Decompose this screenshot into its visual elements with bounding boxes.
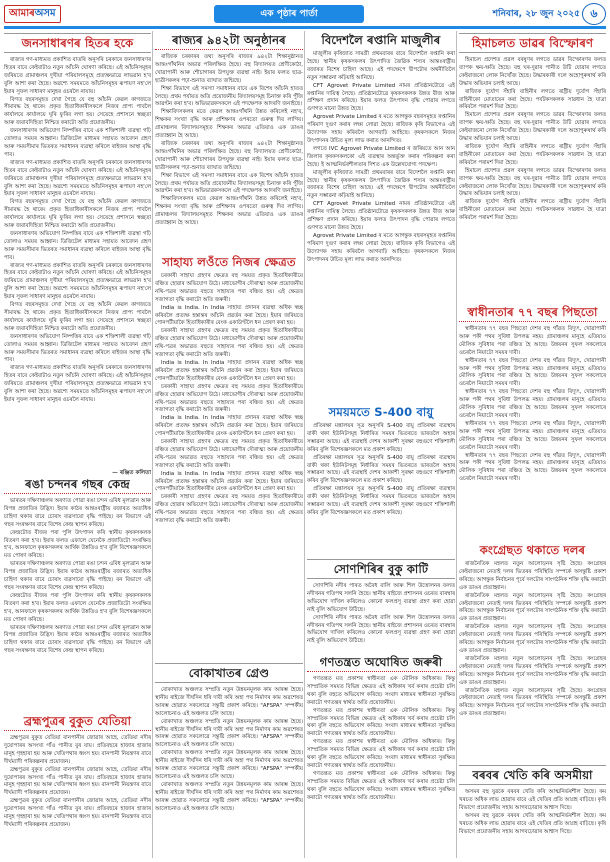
masthead-rule xyxy=(4,26,606,29)
headline[interactable]: স্বাধীনতাৰ ৭৭ বছৰ পিছতো xyxy=(459,305,606,322)
paragraph: অসমৰ বহু যুৱকে বৰবৰ খেতি কৰি আত্মনিৰ্ভৰশীল হৈছে। কম খৰচত অধিক লাভ হোৱাৰ বাবে এই খেতিৰ প্ৰতি আগ্ৰহ বাঢ়িছে। কৃষি বিভাগে প্ৰয়োজনীয় সহায় আগবঢ়োৱাৰ আশ্বাস দিছে। xyxy=(459,789,606,811)
section-label: এক পৃষ্ঠাৰ পাৰ্তা xyxy=(214,5,364,23)
headline[interactable]: সময়মতে S-400 বায়ু xyxy=(328,405,434,419)
byline: — ৰঞ্জিত কলিতা xyxy=(108,469,151,478)
paragraph: চৰকাৰী সাহায্য গ্ৰহণৰ ক্ষেত্ৰত বহু সময়ত প্ৰকৃত হিতাধিকাৰীয়ে বঞ্চিত হোৱাৰ অভিযোগ উঠে। মধ্যভোগীৰ দৌৰাত্ম্য আৰু প্ৰয়োজনীয় নথি-পত্ৰৰ অভাৱত বহুতে সাহায্যৰ পৰা বঞ্চিত হয়। এই ক্ষেত্ৰত সজাগতা বৃদ্ধি কৰাটো অতি জৰুৰী। xyxy=(155,383,303,414)
paragraph: হিমাচল প্ৰদেশত প্ৰৱল বৰষুণৰ লগতে ডাৱৰ বিস্ফোৰণৰ ফলত ব্যাপক ক্ষয়-ক্ষতি হৈছে। বহু ঘৰ-দুৱাৰ পানীত উটি যোৱাৰ লগতে কেইবাজনো লোক নিখোঁজ হৈছে। উদ্ধাৰকাৰী দলে অহোপুৰুষাৰ্থ কৰি উদ্ধাৰ অভিযান চলাই আছে। xyxy=(459,57,606,87)
paragraph: বোকাখাত অঞ্চলত সম্প্ৰতি নতুন উন্নয়নমূলক কাম আৰম্ভ হৈছে। স্থানীয় ৰাইজে দীৰ্ঘদিন ধৰি দাবী কৰি অহা পথ নিৰ্মাণৰ কাম অৱশেষত আৰম্ভ হোৱাত সকলোৱে সন্তুষ্টি প্ৰকাশ কৰিছে। "AFSPA" সম্পৰ্কীয় আলোচনাও এই অঞ্চলত চলি আছে। xyxy=(155,750,303,780)
article-farming xyxy=(459,763,606,858)
paragraph: ৰাজনৈতিক মহলত নতুন আলোড়নৰ সৃষ্টি হৈছে। কংগ্ৰেছৰ কেইবাজনো নেতাই দলৰ ভিতৰৰ পৰিস্থিতি সম্পৰ্কে অসন্তুষ্টি প্ৰকাশ কৰিছে। আগন্তুক নিৰ্বাচনৰ পূৰ্বে দলটোৰ সাংগঠনিক শক্তি বৃদ্ধি কৰাটো এক ডাঙৰ প্ৰত্যাহ্বান। xyxy=(459,687,606,718)
paragraph: সোণশিৰি নদীৰ পাৰত অবৈধ বালি আৰু শিল উত্তোলনৰ ফলত নদীখনৰ গতিপথ সলনি হৈছে। স্থানীয় ৰাইজে প্ৰশাসনৰ ওচৰত বাৰম্বাৰ অভিযোগ দাখিল কৰিলেও কোনো ফলপ্ৰসূ ব্যৱস্থা গ্ৰহণ কৰা হোৱা নাই বুলি অভিযোগ উঠিছে। xyxy=(307,583,455,613)
column-2 xyxy=(155,31,303,858)
paragraph: হিমাচল প্ৰদেশত প্ৰৱল বৰষুণৰ লগতে ডাৱৰ বিস্ফোৰণৰ ফলত ব্যাপক ক্ষয়-ক্ষতি হৈছে। বহু ঘৰ-দুৱাৰ পানীত উটি যোৱাৰ লগতে কেইবাজনো লোক নিখোঁজ হৈছে। উদ্ধাৰকাৰী দলে অহোপুৰুষাৰ্থ কৰি উদ্ধাৰ অভিযান চলাই আছে। xyxy=(459,112,606,143)
headline[interactable]: বোকাখাতৰ গ্ৰেণ্ড xyxy=(155,663,303,683)
paragraph: জনসাধাৰণৰ অভিযোগ নিষ্পত্তিৰ বাবে এক শক্তিশালী ব্যৱস্থা গঢ়ি তোলাও সময়ৰ আহ্বান। ডিজিটেল মাধ্যমৰ সহায়ত আবেদন গ্ৰহণ আৰু সময়সীমাৰ ভিতৰত সমাধানৰ ব্যৱস্থা কৰিলে ৰাইজৰ আস্থা বৃদ্ধি পাব। xyxy=(4,333,151,364)
paragraph: শিক্ষাবিদসকলৰ মতে কেৱল আন্তঃগাঁথনি উন্নত কৰিলেই নহ'ব, শিক্ষকৰ সংখ্যা বৃদ্ধি আৰু প্ৰশিক্ষণৰ ওপৰতো গুৰুত্ব দিব লাগিব। গ্ৰামাঞ্চলৰ বিদ্যালয়সমূহত শিক্ষকৰ অভাৱ এতিয়াও এক ডাঙৰ প্ৰত্যাহ্বান হৈ আছে। xyxy=(155,109,303,140)
paragraph: বোকাখাত অঞ্চলত সম্প্ৰতি নতুন উন্নয়নমূলক কাম আৰম্ভ হৈছে। স্থানীয় ৰাইজে দীৰ্ঘদিন ধৰি দাবী কৰি অহা পথ নিৰ্মাণৰ কাম অৱশেষত আৰম্ভ হোৱাত সকলোৱে সন্তুষ্টি প্ৰকাশ কৰিছে। "AFSPA" সম্পৰ্কীয় আলোচনাও এই অঞ্চলত চলি আছে। xyxy=(155,718,303,749)
logo-part-2: অসম xyxy=(34,8,56,19)
column-1 xyxy=(4,31,151,858)
article-taking-help xyxy=(155,253,303,659)
paragraph: ভাৰতৰ দক্ষিণাঞ্চলৰ অৰণ্যত পোৱা ৰঙা চন্দন এবিধ মূল্যৱান আৰু বিপন্ন প্ৰজাতিৰ উদ্ভিদ। ইয়াৰ কাঠৰ আন্তঃৰাষ্ট্ৰীয় বজাৰত অত্যধিক চাহিদা থকাৰ বাবে চোৰাং ব্যৱসায়ো বৃদ্ধি পাইছে। বন বিভাগে এই গছৰ সংৰক্ষণৰ বাবে বিশেষ কেন্দ্ৰ স্থাপন কৰিছে। xyxy=(4,624,151,655)
article-body xyxy=(155,54,303,228)
article-body xyxy=(4,498,151,656)
page-number: ৬ xyxy=(582,3,606,25)
paragraph: ৰাজ্যিক চৰকাৰৰ তথ্য অনুসৰি ৰাজ্যৰ ৯৪২টা শিক্ষানুষ্ঠানত আন্তঃগাঁথনিৰ অভাৱ পৰিলক্ষিত হৈছে। বহু বিদ্যালয়ত শ্ৰেণীকোঠা, খোৱাপানী আৰু শৌচাগাৰৰ উপযুক্ত ব্যৱস্থা নাই। ইয়াৰ ফলত ছাত্ৰ-ছাত্ৰীসকলৰ পঢ়া-শুনাত ব্যাঘাত জন্মিছে। xyxy=(155,54,303,84)
paragraph: গণতন্ত্ৰত মত প্ৰকাশৰ স্বাধীনতা এক মৌলিক অধিকাৰ। কিন্তু সাম্প্ৰতিক সময়ত বিভিন্ন ক্ষেত্ৰত এই অধিকাৰ খৰ্ব কৰাৰ প্ৰচেষ্টা চলি থকা বুলি বহুতে অভিযোগ কৰিছে। সংবাদ মাধ্যমৰ স্বাধীনতা সুৰক্ষিত কৰাটো গণতন্ত্ৰৰ স্বাৰ্থত অতি প্ৰয়োজনীয়। xyxy=(307,739,455,769)
paragraph: ৰাজ্যিক দুৰ্যোগ সঁহাৰি বাহিনীৰ লগতে ৰাষ্ট্ৰীয় দুৰ্যোগ সঁহাৰি বাহিনীকো মোতায়েন কৰা হৈছে। পৰ্যটকসকলক সাৱধান হৈ যাত্ৰা কৰিবলৈ পৰামৰ্শ দিয়া হৈছে। xyxy=(459,199,606,222)
paragraph: ৰাজনৈতিক মহলত নতুন আলোড়নৰ সৃষ্টি হৈছে। কংগ্ৰেছৰ কেইবাজনো নেতাই দলৰ ভিতৰৰ পৰিস্থিতি সম্পৰ্কে অসন্তুষ্টি প্ৰকাশ কৰিছে। আগন্তুক নিৰ্বাচনৰ পূৰ্বে দলটোৰ সাংগঠনিক শক্তি বৃদ্ধি কৰাটো এক ডাঙৰ প্ৰত্যাহ্বান। xyxy=(459,655,606,686)
paragraph: ব্ৰহ্মপুত্ৰৰ বুকুত যেতিয়া বানপানীৰ জোৱাৰ আহে, তেতিয়া নদীৰ দুয়োপাৰৰ অসংখ্য গাঁও পানীত বুৰ যায়। প্ৰতিবছৰে হাজাৰ হাজাৰ মানুহ গৃহহাৰা হয় আৰু খেতিপথাৰ ধ্বংস হয়। বানপানী নিয়ন্ত্ৰণৰ বাবে দীৰ্ঘম্যাদী পৰিকল্পনাৰ প্ৰয়োজন। xyxy=(4,766,151,797)
paragraph: কেন্দ্ৰটোত বীজৰ পৰা পুলি উৎপাদন কৰি স্থানীয় কৃষকসকলক বিতৰণ কৰা হ'ব। ইয়াৰ ফলত এফালে যেনেকৈ প্ৰজাতিটো সংৰক্ষিত হ'ব, আনফালে কৃষকসকলৰ আৰ্থিক উন্নতিও হ'ব বুলি বিশেষজ্ঞসকলে মত পোষণ কৰিছে। xyxy=(4,529,151,560)
article-body xyxy=(459,57,606,223)
article-majuli-export xyxy=(307,31,455,401)
paragraph: India is India. In India সাহায্য প্ৰদানৰ ব্যৱস্থা অধিক স্বচ্ছ কৰিবলৈ প্ৰত্যক্ষ হস্তান্তৰ আঁচনি প্ৰৱৰ্তন কৰা হৈছে। ইয়াৰ জৰিয়তে পোনপটীয়াকৈ হিতাধিকাৰীৰ বেংক একাউণ্টলৈ ধন প্ৰেৰণ কৰা হয়। xyxy=(155,470,303,493)
article-s400 xyxy=(307,403,455,553)
article-public-interest xyxy=(4,31,151,499)
headline[interactable]: কংগ্ৰেছত থকাতে দলৰ xyxy=(479,543,586,557)
paragraph: ৰাজ্যিক চৰকাৰৰ তথ্য অনুসৰি ৰাজ্যৰ ৯৪২টা শিক্ষানুষ্ঠানত আন্তঃগাঁথনিৰ অভাৱ পৰিলক্ষিত হৈছে। বহু বিদ্যালয়ত শ্ৰেণীকোঠা, খোৱাপানী আৰু শৌচাগাৰৰ উপযুক্ত ব্যৱস্থা নাই। ইয়াৰ ফলত ছাত্ৰ-ছাত্ৰীসকলৰ পঢ়া-শুনাত ব্যাঘাত জন্মিছে। xyxy=(155,140,303,171)
paragraph: CFT Agrovet Private Limited নামৰ প্ৰতিষ্ঠানটোৱে এই ৰপ্তানিৰ দায়িত্ব লৈছে। প্ৰতিষ্ঠানটোৱে কৃষকসকলক উন্নত বীজ আৰু প্ৰশিক্ষণ প্ৰদান কৰিছে। ইয়াৰ ফলত উৎপাদন বৃদ্ধি পোৱাৰ লগতে গুণগত মানো উন্নত হৈছে। xyxy=(307,201,455,231)
paragraph: India is India. In India সাহায্য প্ৰদানৰ ব্যৱস্থা অধিক স্বচ্ছ কৰিবলৈ প্ৰত্যক্ষ হস্তান্তৰ আঁচনি প্ৰৱৰ্তন কৰা হৈছে। ইয়াৰ জৰিয়তে পোনপটীয়াকৈ হিতাধিকাৰীৰ বেংক একাউণ্টলৈ ধন প্ৰেৰণ কৰা হয়। xyxy=(155,359,303,382)
paragraph: ভাৰতৰ দক্ষিণাঞ্চলৰ অৰণ্যত পোৱা ৰঙা চন্দন এবিধ মূল্যৱান আৰু বিপন্ন প্ৰজাতিৰ উদ্ভিদ। ইয়াৰ কাঠৰ আন্তঃৰাষ্ট্ৰীয় বজাৰত অত্যধিক চাহিদা থকাৰ বাবে চোৰাং ব্যৱসায়ো বৃদ্ধি পাইছে। বন বিভাগে এই গছৰ সংৰক্ষণৰ বাবে বিশেষ কেন্দ্ৰ স্থাপন কৰিছে। xyxy=(4,561,151,591)
article-red-sandalwood xyxy=(4,475,151,711)
paragraph: সোণশিৰি নদীৰ পাৰত অবৈধ বালি আৰু শিল উত্তোলনৰ ফলত নদীখনৰ গতিপথ সলনি হৈছে। স্থানীয় ৰাইজে প্ৰশাসনৰ ওচৰত বাৰম্বাৰ অভিযোগ দাখিল কৰিলেও কোনো ফলপ্ৰসূ ব্যৱস্থা গ্ৰহণ কৰা হোৱা নাই বুলি অভিযোগ উঠিছে। xyxy=(307,614,455,645)
paragraph: ৰাজ্যিক দুৰ্যোগ সঁহাৰি বাহিনীৰ লগতে ৰাষ্ট্ৰীয় দুৰ্যোগ সঁহাৰি বাহিনীকো মোতায়েন কৰা হৈছে। পৰ্যটকসকলক সাৱধান হৈ যাত্ৰা কৰিবলৈ পৰামৰ্শ দিয়া হৈছে। xyxy=(459,88,606,111)
paragraph: India is India. In India সাহায্য প্ৰদানৰ ব্যৱস্থা অধিক স্বচ্ছ কৰিবলৈ প্ৰত্যক্ষ হস্তান্তৰ আঁচনি প্ৰৱৰ্তন কৰা হৈছে। ইয়াৰ জৰিয়তে পোনপটীয়াকৈ হিতাধিকাৰীৰ বেংক একাউণ্টলৈ ধন প্ৰেৰণ কৰা হয়। xyxy=(155,304,303,327)
article-independence-77-years xyxy=(459,303,606,539)
paragraph: Agrovet Private Limited ৰ মতে আগন্তুক বছৰসমূহত ৰপ্তানিৰ পৰিমাণ দুগুণ কৰাৰ লক্ষ্য লোৱা হৈছে। ৰাজ্যিক কৃষি বিভাগেও এই উদ্যোগক সহায় কৰিবলৈ আগবাঢ়ি আহিছে। কৃষকসকলে নিজৰ উৎপাদনৰ উচিত মূল্য লাভ কৰাত আনন্দিত। xyxy=(307,114,455,144)
paragraph: CFT Agrovet Private Limited নামৰ প্ৰতিষ্ঠানটোৱে এই ৰপ্তানিৰ দায়িত্ব লৈছে। প্ৰতিষ্ঠানটোৱে কৃষকসকলক উন্নত বীজ আৰু প্ৰশিক্ষণ প্ৰদান কৰিছে। ইয়াৰ ফলত উৎপাদন বৃদ্ধি পোৱাৰ লগতে গুণগত মানো উন্নত হৈছে। xyxy=(307,82,455,113)
paragraph: ৰাজ্যিক দুৰ্যোগ সঁহাৰি বাহিনীৰ লগতে ৰাষ্ট্ৰীয় দুৰ্যোগ সঁহাৰি বাহিনীকো মোতায়েন কৰা হৈছে। পৰ্যটকসকলক সাৱধান হৈ যাত্ৰা কৰিবলৈ পৰামৰ্শ দিয়া হৈছে। xyxy=(459,143,606,166)
article-bokakhat xyxy=(155,661,303,858)
article-congress xyxy=(459,541,606,761)
paragraph: বিগত বছৰসমূহত দেখা গৈছে যে বহু আঁচনি কেৱল কাগজতে সীমাবদ্ধ হৈ থাকে। প্ৰকৃত হিতাধিকাৰীসকলে নিজৰ প্ৰাপ্য পাবলৈ কাৰ্যালয়ে কাৰ্যালয়ে ঘূৰি ফুৰিব লগা হয়। সেয়েহে প্ৰশাসনে স্বচ্ছতা আৰু জবাবদিহিতা নিশ্চিত কৰাটো অতি প্ৰয়োজনীয়। xyxy=(4,199,151,230)
article-brahmaputra xyxy=(4,712,151,858)
paragraph: ব্ৰহ্মপুত্ৰৰ বুকুত যেতিয়া বানপানীৰ জোৱাৰ আহে, তেতিয়া নদীৰ দুয়োপাৰৰ অসংখ্য গাঁও পানীত বুৰ যায়। প্ৰতিবছৰে হাজাৰ হাজাৰ মানুহ গৃহহাৰা হয় আৰু খেতিপথাৰ ধ্বংস হয়। বানপানী নিয়ন্ত্ৰণৰ বাবে দীৰ্ঘম্যাদী পৰিকল্পনাৰ প্ৰয়োজন। xyxy=(4,798,151,828)
paragraph: শিক্ষা বিভাগে এই সমস্যা সমাধানৰ বাবে এক বিশেষ আঁচনি হাতত লৈছে। প্ৰথম পৰ্যায়ত অতি প্ৰয়োজনীয় বিদ্যালয়সমূহ চিনাক্ত কৰি পুঁজি আৱণ্টন কৰা হ'ব। অভিভাৱকসকলে এই পদক্ষেপক আদৰণি জনাইছে। xyxy=(155,172,303,195)
article-body xyxy=(307,676,455,803)
paragraph: প্ৰতিৰক্ষা মন্ত্ৰালয়ৰ সূত্ৰ অনুসৰি S-400 বায়ু প্ৰতিৰক্ষা ব্যৱস্থাৰ বাকী থকা ইউনিটসমূহ নিৰ্ধাৰিত সময়ৰ ভিতৰতে ভাৰতলৈ অহাৰ সম্ভাৱনা আছে। এই ব্যৱস্থাই দেশৰ আকাশী সুৰক্ষা বহুগুণে শক্তিশালী কৰিব বুলি বিশেষজ্ঞসকলে মত প্ৰকাশ কৰিছে। xyxy=(307,423,455,453)
paragraph: ৰাজনৈতিক মহলত নতুন আলোড়নৰ সৃষ্টি হৈছে। কংগ্ৰেছৰ কেইবাজনো নেতাই দলৰ ভিতৰৰ পৰিস্থিতি সম্পৰ্কে অসন্তুষ্টি প্ৰকাশ কৰিছে। আগন্তুক নিৰ্বাচনৰ পূৰ্বে দলটোৰ সাংগঠনিক শক্তি বৃদ্ধি কৰাটো এক ডাঙৰ প্ৰত্যাহ্বান। xyxy=(459,592,606,623)
paragraph: বিগত বছৰসমূহত দেখা গৈছে যে বহু আঁচনি কেৱল কাগজতে সীমাবদ্ধ হৈ থাকে। প্ৰকৃত হিতাধিকাৰীসকলে নিজৰ প্ৰাপ্য পাবলৈ কাৰ্যালয়ে কাৰ্যালয়ে ঘূৰি ফুৰিব লগা হয়। সেয়েহে প্ৰশাসনে স্বচ্ছতা আৰু জবাবদিহিতা নিশ্চিত কৰাটো অতি প্ৰয়োজনীয়। xyxy=(4,302,151,332)
paragraph: ৰাজ্যৰ গণ-মাধ্যমত প্ৰকাশিত বাতৰি অনুসৰি চৰকাৰে জনসাধাৰণৰ হিতৰ বাবে কেইবাটাও নতুন আঁচনি ঘোষণা কৰিছে। এই আঁচনিসমূহৰ জৰিয়তে গ্ৰামাঞ্চলৰ দুখীয়া পৰিয়ালসমূহে প্ৰত্যক্ষভাৱে লাভৱান হ'ব বুলি আশা কৰা হৈছে। অৱশ্যে সময়মতে আঁচনিসমূহৰ ৰূপায়ণ নহ'লে ইয়াৰ সুফল সাধাৰণ মানুহৰ ওচৰলৈ নাযায়। xyxy=(4,262,151,301)
paragraph: অসমৰ বহু যুৱকে বৰবৰ খেতি কৰি আত্মনিৰ্ভৰশীল হৈছে। কম খৰচত অধিক লাভ হোৱাৰ বাবে এই খেতিৰ প্ৰতি আগ্ৰহ বাঢ়িছে। কৃষি বিভাগে প্ৰয়োজনীয় সহায় আগবঢ়োৱাৰ আশ্বাস দিছে। xyxy=(459,812,606,835)
paragraph: বোকাখাত অঞ্চলত সম্প্ৰতি নতুন উন্নয়নমূলক কাম আৰম্ভ হৈছে। স্থানীয় ৰাইজে দীৰ্ঘদিন ধৰি দাবী কৰি অহা পথ নিৰ্মাণৰ কাম অৱশেষত আৰম্ভ হোৱাত সকলোৱে সন্তুষ্টি প্ৰকাশ কৰিছে। "AFSPA" সম্পৰ্কীয় আলোচনাও এই অঞ্চলত চলি আছে। xyxy=(155,781,303,812)
headline[interactable]: জনসাধাৰণৰ হিতৰ হকে xyxy=(4,33,151,53)
headline[interactable]: ব্ৰহ্মপুত্ৰৰ বুকুত যেতিয়া xyxy=(4,714,151,731)
headline[interactable]: সাহায্য লওঁতে নিজৰ ক্ষেত্ৰত xyxy=(162,255,296,269)
paragraph: প্ৰতিৰক্ষা মন্ত্ৰালয়ৰ সূত্ৰ অনুসৰি S-400 বায়ু প্ৰতিৰক্ষা ব্যৱস্থাৰ বাকী থকা ইউনিটসমূহ নিৰ্ধাৰিত সময়ৰ ভিতৰতে ভাৰতলৈ অহাৰ সম্ভাৱনা আছে। এই ব্যৱস্থাই দেশৰ আকাশী সুৰক্ষা বহুগুণে শক্তিশালী কৰিব বুলি বিশেষজ্ঞসকলে মত প্ৰকাশ কৰিছে। xyxy=(307,454,455,485)
paragraph: মাজুলীৰ কৃষিজাত সামগ্ৰী প্ৰথমবাৰৰ বাবে বিদেশলৈ ৰপ্তানি কৰা হৈছে। স্থানীয় কৃষকসকলৰ উৎপাদিত জৈৱিক শস্যৰ আন্তঃৰাষ্ট্ৰীয় বজাৰত বিশেষ চাহিদা আছে। এই পদক্ষেপে দ্বীপটোৰ অৰ্থনীতিলৈ নতুন সম্ভাৱনা কঢ়িয়াই আনিছে। xyxy=(307,51,455,81)
column-divider xyxy=(456,31,457,858)
column-4 xyxy=(459,31,606,858)
article-subansiri xyxy=(307,557,455,649)
paragraph: বোকাখাত অঞ্চলত সম্প্ৰতি নতুন উন্নয়নমূলক কাম আৰম্ভ হৈছে। স্থানীয় ৰাইজে দীৰ্ঘদিন ধৰি দাবী কৰি অহা পথ নিৰ্মাণৰ কাম অৱশেষত আৰম্ভ হোৱাত সকলোৱে সন্তুষ্টি প্ৰকাশ কৰিছে। "AFSPA" সম্পৰ্কীয় আলোচনাও এই অঞ্চলত চলি আছে। xyxy=(155,687,303,717)
headline[interactable]: সোণশিৰিৰ বুকু কাটি xyxy=(307,559,455,579)
paragraph: কেন্দ্ৰটোত বীজৰ পৰা পুলি উৎপাদন কৰি স্থানীয় কৃষকসকলক বিতৰণ কৰা হ'ব। ইয়াৰ ফলত এফালে যেনেকৈ প্ৰজাতিটো সংৰক্ষিত হ'ব, আনফালে কৃষকসকলৰ আৰ্থিক উন্নতিও হ'ব বুলি বিশেষজ্ঞসকলে মত পোষণ কৰিছে। xyxy=(4,592,151,623)
article-undeclared-emergency xyxy=(307,653,455,858)
paragraph: India is India. In India সাহায্য প্ৰদানৰ ব্যৱস্থা অধিক স্বচ্ছ কৰিবলৈ প্ৰত্যক্ষ হস্তান্তৰ আঁচনি প্ৰৱৰ্তন কৰা হৈছে। ইয়াৰ জৰিয়তে পোনপটীয়াকৈ হিতাধিকাৰীৰ বেংক একাউণ্টলৈ ধন প্ৰেৰণ কৰা হয়। xyxy=(155,415,303,438)
headline[interactable]: হিমাচলত ডাৱৰ বিস্ফোৰণ xyxy=(459,33,606,53)
paragraph: স্বাধীনতাৰ ৭৭ বছৰ পিছতো দেশৰ বহু গাঁৱত বিদ্যুৎ, খোৱাপানী আৰু পকী পথৰ সুবিধা উপলব্ধ নহয়। গ্ৰামাঞ্চলৰ মানুহে এতিয়াও মৌলিক সুবিধাৰ পৰা বঞ্চিত হৈ আছে। উন্নয়নৰ সুফল সকলোৰে ওচৰলৈ নিয়াটো সময়ৰ দাবী। xyxy=(459,420,606,451)
article-942-institutions xyxy=(155,31,303,247)
paragraph: ৰাজ্যৰ গণ-মাধ্যমত প্ৰকাশিত বাতৰি অনুসৰি চৰকাৰে জনসাধাৰণৰ হিতৰ বাবে কেইবাটাও নতুন আঁচনি ঘোষণা কৰিছে। এই আঁচনিসমূহৰ জৰিয়তে গ্ৰামাঞ্চলৰ দুখীয়া পৰিয়ালসমূহে প্ৰত্যক্ষভাৱে লাভৱান হ'ব বুলি আশা কৰা হৈছে। অৱশ্যে সময়মতে আঁচনিসমূহৰ ৰূপায়ণ নহ'লে ইয়াৰ সুফল সাধাৰণ মানুহৰ ওচৰলৈ নাযায়। xyxy=(4,57,151,95)
masthead xyxy=(4,2,606,26)
paragraph: স্বাধীনতাৰ ৭৭ বছৰ পিছতো দেশৰ বহু গাঁৱত বিদ্যুৎ, খোৱাপানী আৰু পকী পথৰ সুবিধা উপলব্ধ নহয়। গ্ৰামাঞ্চলৰ মানুহে এতিয়াও মৌলিক সুবিধাৰ পৰা বঞ্চিত হৈ আছে। উন্নয়নৰ সুফল সকলোৰে ওচৰলৈ নিয়াটো সময়ৰ দাবী। xyxy=(459,452,606,483)
paragraph: স্বাধীনতাৰ ৭৭ বছৰ পিছতো দেশৰ বহু গাঁৱত বিদ্যুৎ, খোৱাপানী আৰু পকী পথৰ সুবিধা উপলব্ধ নহয়। গ্ৰামাঞ্চলৰ মানুহে এতিয়াও মৌলিক সুবিধাৰ পৰা বঞ্চিত হৈ আছে। উন্নয়নৰ সুফল সকলোৰে ওচৰলৈ নিয়াটো সময়ৰ দাবী। xyxy=(459,326,606,356)
article-body xyxy=(307,423,455,518)
paragraph: ৰাজনৈতিক মহলত নতুন আলোড়নৰ সৃষ্টি হৈছে। কংগ্ৰেছৰ কেইবাজনো নেতাই দলৰ ভিতৰৰ পৰিস্থিতি সম্পৰ্কে অসন্তুষ্টি প্ৰকাশ কৰিছে। আগন্তুক নিৰ্বাচনৰ পূৰ্বে দলটোৰ সাংগঠনিক শক্তি বৃদ্ধি কৰাটো এক ডাঙৰ প্ৰত্যাহ্বান। xyxy=(459,561,606,591)
paragraph: চৰকাৰী সাহায্য গ্ৰহণৰ ক্ষেত্ৰত বহু সময়ত প্ৰকৃত হিতাধিকাৰীয়ে বঞ্চিত হোৱাৰ অভিযোগ উঠে। মধ্যভোগীৰ দৌৰাত্ম্য আৰু প্ৰয়োজনীয় নথি-পত্ৰৰ অভাৱত বহুতে সাহায্যৰ পৰা বঞ্চিত হয়। এই ক্ষেত্ৰত সজাগতা বৃদ্ধি কৰাটো অতি জৰুৰী। xyxy=(155,328,303,359)
newspaper-logo[interactable] xyxy=(4,5,61,23)
paragraph: স্বাধীনতাৰ ৭৭ বছৰ পিছতো দেশৰ বহু গাঁৱত বিদ্যুৎ, খোৱাপানী আৰু পকী পথৰ সুবিধা উপলব্ধ নহয়। গ্ৰামাঞ্চলৰ মানুহে এতিয়াও মৌলিক সুবিধাৰ পৰা বঞ্চিত হৈ আছে। উন্নয়নৰ সুফল সকলোৰে ওচৰলৈ নিয়াটো সময়ৰ দাবী। xyxy=(459,357,606,388)
paragraph: প্ৰতিৰক্ষা মন্ত্ৰালয়ৰ সূত্ৰ অনুসৰি S-400 বায়ু প্ৰতিৰক্ষা ব্যৱস্থাৰ বাকী থকা ইউনিটসমূহ নিৰ্ধাৰিত সময়ৰ ভিতৰতে ভাৰতলৈ অহাৰ সম্ভাৱনা আছে। এই ব্যৱস্থাই দেশৰ আকাশী সুৰক্ষা বহুগুণে শক্তিশালী কৰিব বুলি বিশেষজ্ঞসকলে মত প্ৰকাশ কৰিছে। xyxy=(307,486,455,516)
article-body xyxy=(459,561,606,719)
dateline: শনিবাৰ, ২৮ জুন ২০২৫ xyxy=(492,9,580,19)
paragraph: শিক্ষা বিভাগে এই সমস্যা সমাধানৰ বাবে এক বিশেষ আঁচনি হাতত লৈছে। প্ৰথম পৰ্যায়ত অতি প্ৰয়োজনীয় বিদ্যালয়সমূহ চিনাক্ত কৰি পুঁজি আৱণ্টন কৰা হ'ব। অভিভাৱকসকলে এই পদক্ষেপক আদৰণি জনাইছে। xyxy=(155,85,303,108)
paragraph: ব্ৰহ্মপুত্ৰৰ বুকুত যেতিয়া বানপানীৰ জোৱাৰ আহে, তেতিয়া নদীৰ দুয়োপাৰৰ অসংখ্য গাঁও পানীত বুৰ যায়। প্ৰতিবছৰে হাজাৰ হাজাৰ মানুহ গৃহহাৰা হয় আৰু খেতিপথাৰ ধ্বংস হয়। বানপানী নিয়ন্ত্ৰণৰ বাবে দীৰ্ঘম্যাদী পৰিকল্পনাৰ প্ৰয়োজন। xyxy=(4,735,151,765)
paragraph: মাজুলীৰ কৃষিজাত সামগ্ৰী প্ৰথমবাৰৰ বাবে বিদেশলৈ ৰপ্তানি কৰা হৈছে। স্থানীয় কৃষকসকলৰ উৎপাদিত জৈৱিক শস্যৰ আন্তঃৰাষ্ট্ৰীয় বজাৰত বিশেষ চাহিদা আছে। এই পদক্ষেপে দ্বীপটোৰ অৰ্থনীতিলৈ নতুন সম্ভাৱনা কঢ়িয়াই আনিছে। xyxy=(307,169,455,200)
paragraph: চৰকাৰী সাহায্য গ্ৰহণৰ ক্ষেত্ৰত বহু সময়ত প্ৰকৃত হিতাধিকাৰীয়ে বঞ্চিত হোৱাৰ অভিযোগ উঠে। মধ্যভোগীৰ দৌৰাত্ম্য আৰু প্ৰয়োজনীয় নথি-পত্ৰৰ অভাৱত বহুতে সাহায্যৰ পৰা বঞ্চিত হয়। এই ক্ষেত্ৰত সজাগতা বৃদ্ধি কৰাটো অতি জৰুৰী। xyxy=(155,439,303,469)
paragraph: Agrovet Private Limited ৰ মতে আগন্তুক বছৰসমূহত ৰপ্তানিৰ পৰিমাণ দুগুণ কৰাৰ লক্ষ্য লোৱা হৈছে। ৰাজ্যিক কৃষি বিভাগেও এই উদ্যোগক সহায় কৰিবলৈ আগবাঢ়ি আহিছে। কৃষকসকলে নিজৰ উৎপাদনৰ উচিত মূল্য লাভ কৰাত আনন্দিত। xyxy=(307,232,455,263)
paragraph: ৰাজ্যৰ গণ-মাধ্যমত প্ৰকাশিত বাতৰি অনুসৰি চৰকাৰে জনসাধাৰণৰ হিতৰ বাবে কেইবাটাও নতুন আঁচনি ঘোষণা কৰিছে। এই আঁচনিসমূহৰ জৰিয়তে গ্ৰামাঞ্চলৰ দুখীয়া পৰিয়ালসমূহে প্ৰত্যক্ষভাৱে লাভৱান হ'ব বুলি আশা কৰা হৈছে। অৱশ্যে সময়মতে আঁচনিসমূহৰ ৰূপায়ণ নহ'লে ইয়াৰ সুফল সাধাৰণ মানুহৰ ওচৰলৈ নাযায়। xyxy=(4,159,151,198)
article-body xyxy=(155,273,303,526)
article-body xyxy=(4,57,151,405)
logo-part-1: আমাৰ xyxy=(9,8,35,19)
paragraph: গণতন্ত্ৰত মত প্ৰকাশৰ স্বাধীনতা এক মৌলিক অধিকাৰ। কিন্তু সাম্প্ৰতিক সময়ত বিভিন্ন ক্ষেত্ৰত এই অধিকাৰ খৰ্ব কৰাৰ প্ৰচেষ্টা চলি থকা বুলি বহুতে অভিযোগ কৰিছে। সংবাদ মাধ্যমৰ স্বাধীনতা সুৰক্ষিত কৰাটো গণতন্ত্ৰৰ স্বাৰ্থত অতি প্ৰয়োজনীয়। xyxy=(307,770,455,801)
article-body xyxy=(307,51,455,264)
headline[interactable]: গণতন্ত্ৰত অঘোষিত জৰুৰী xyxy=(307,655,455,672)
article-body xyxy=(459,789,606,836)
article-himachal-cloudburst xyxy=(459,31,606,301)
paragraph: ৰাজনৈতিক মহলত নতুন আলোড়নৰ সৃষ্টি হৈছে। কংগ্ৰেছৰ কেইবাজনো নেতাই দলৰ ভিতৰৰ পৰিস্থিতি সম্পৰ্কে অসন্তুষ্টি প্ৰকাশ কৰিছে। আগন্তুক নিৰ্বাচনৰ পূৰ্বে দলটোৰ সাংগঠনিক শক্তি বৃদ্ধি কৰাটো এক ডাঙৰ প্ৰত্যাহ্বান। xyxy=(459,624,606,654)
paragraph: জনসাধাৰণৰ অভিযোগ নিষ্পত্তিৰ বাবে এক শক্তিশালী ব্যৱস্থা গঢ়ি তোলাও সময়ৰ আহ্বান। ডিজিটেল মাধ্যমৰ সহায়ত আবেদন গ্ৰহণ আৰু সময়সীমাৰ ভিতৰত সমাধানৰ ব্যৱস্থা কৰিলে ৰাইজৰ আস্থা বৃদ্ধি পাব। xyxy=(4,128,151,158)
headline[interactable]: বৰবৰ খেতি কৰি অসমীয়া xyxy=(459,765,606,785)
article-body xyxy=(4,735,151,830)
paragraph: লগতে IVC Agrovet Private Limited ৰ জৰিয়তে আন আন জিলাৰ কৃষকসকলকো এই ব্যৱস্থাৰ অন্তৰ্ভুক্ত কৰাৰ পৰিকল্পনা কৰা হৈছে। ই আত্মনিৰ্ভৰশীলতাৰ দিশত এক উল্লেখযোগ্য পদক্ষেপ। xyxy=(307,145,455,168)
paragraph: শিক্ষাবিদসকলৰ মতে কেৱল আন্তঃগাঁথনি উন্নত কৰিলেই নহ'ব, শিক্ষকৰ সংখ্যা বৃদ্ধি আৰু প্ৰশিক্ষণৰ ওপৰতো গুৰুত্ব দিব লাগিব। গ্ৰামাঞ্চলৰ বিদ্যালয়সমূহত শিক্ষকৰ অভাৱ এতিয়াও এক ডাঙৰ প্ৰত্যাহ্বান হৈ আছে। xyxy=(155,196,303,227)
article-body xyxy=(459,326,606,484)
headline[interactable]: ৰঙা চন্দনৰ গছৰ কেন্দ্ৰ xyxy=(4,477,151,494)
paragraph: স্বাধীনতাৰ ৭৭ বছৰ পিছতো দেশৰ বহু গাঁৱত বিদ্যুৎ, খোৱাপানী আৰু পকী পথৰ সুবিধা উপলব্ধ নহয়। গ্ৰামাঞ্চলৰ মানুহে এতিয়াও মৌলিক সুবিধাৰ পৰা বঞ্চিত হৈ আছে। উন্নয়নৰ সুফল সকলোৰে ওচৰলৈ নিয়াটো সময়ৰ দাবী। xyxy=(459,389,606,419)
paragraph: জনসাধাৰণৰ অভিযোগ নিষ্পত্তিৰ বাবে এক শক্তিশালী ব্যৱস্থা গঢ়ি তোলাও সময়ৰ আহ্বান। ডিজিটেল মাধ্যমৰ সহায়ত আবেদন গ্ৰহণ আৰু সময়সীমাৰ ভিতৰত সমাধানৰ ব্যৱস্থা কৰিলে ৰাইজৰ আস্থা বৃদ্ধি পাব। xyxy=(4,230,151,261)
article-body xyxy=(307,583,455,646)
article-body xyxy=(155,687,303,814)
column-3 xyxy=(307,31,455,858)
paragraph: গণতন্ত্ৰত মত প্ৰকাশৰ স্বাধীনতা এক মৌলিক অধিকাৰ। কিন্তু সাম্প্ৰতিক সময়ত বিভিন্ন ক্ষেত্ৰত এই অধিকাৰ খৰ্ব কৰাৰ প্ৰচেষ্টা চলি থকা বুলি বহুতে অভিযোগ কৰিছে। সংবাদ মাধ্যমৰ স্বাধীনতা সুৰক্ষিত কৰাটো গণতন্ত্ৰৰ স্বাৰ্থত অতি প্ৰয়োজনীয়। xyxy=(307,707,455,738)
paragraph: ভাৰতৰ দক্ষিণাঞ্চলৰ অৰণ্যত পোৱা ৰঙা চন্দন এবিধ মূল্যৱান আৰু বিপন্ন প্ৰজাতিৰ উদ্ভিদ। ইয়াৰ কাঠৰ আন্তঃৰাষ্ট্ৰীয় বজাৰত অত্যধিক চাহিদা থকাৰ বাবে চোৰাং ব্যৱসায়ো বৃদ্ধি পাইছে। বন বিভাগে এই গছৰ সংৰক্ষণৰ বাবে বিশেষ কেন্দ্ৰ স্থাপন কৰিছে। xyxy=(4,498,151,528)
column-divider xyxy=(152,31,153,858)
paragraph: ৰাজ্যৰ গণ-মাধ্যমত প্ৰকাশিত বাতৰি অনুসৰি চৰকাৰে জনসাধাৰণৰ হিতৰ বাবে কেইবাটাও নতুন আঁচনি ঘোষণা কৰিছে। এই আঁচনিসমূহৰ জৰিয়তে গ্ৰামাঞ্চলৰ দুখীয়া পৰিয়ালসমূহে প্ৰত্যক্ষভাৱে লাভৱান হ'ব বুলি আশা কৰা হৈছে। অৱশ্যে সময়মতে আঁচনিসমূহৰ ৰূপায়ণ নহ'লে ইয়াৰ সুফল সাধাৰণ মানুহৰ ওচৰলৈ নাযায়। xyxy=(4,365,151,403)
paragraph: চৰকাৰী সাহায্য গ্ৰহণৰ ক্ষেত্ৰত বহু সময়ত প্ৰকৃত হিতাধিকাৰীয়ে বঞ্চিত হোৱাৰ অভিযোগ উঠে। মধ্যভোগীৰ দৌৰাত্ম্য আৰু প্ৰয়োজনীয় নথি-পত্ৰৰ অভাৱত বহুতে সাহায্যৰ পৰা বঞ্চিত হয়। এই ক্ষেত্ৰত সজাগতা বৃদ্ধি কৰাটো অতি জৰুৰী। xyxy=(155,494,303,525)
headline[interactable]: বিদেশলৈ ৰপ্তানি মাজুলীৰ xyxy=(321,33,441,47)
paragraph: হিমাচল প্ৰদেশত প্ৰৱল বৰষুণৰ লগতে ডাৱৰ বিস্ফোৰণৰ ফলত ব্যাপক ক্ষয়-ক্ষতি হৈছে। বহু ঘৰ-দুৱাৰ পানীত উটি যোৱাৰ লগতে কেইবাজনো লোক নিখোঁজ হৈছে। উদ্ধাৰকাৰী দলে অহোপুৰুষাৰ্থ কৰি উদ্ধাৰ অভিযান চলাই আছে। xyxy=(459,167,606,198)
paragraph: বিগত বছৰসমূহত দেখা গৈছে যে বহু আঁচনি কেৱল কাগজতে সীমাবদ্ধ হৈ থাকে। প্ৰকৃত হিতাধিকাৰীসকলে নিজৰ প্ৰাপ্য পাবলৈ কাৰ্যালয়ে কাৰ্যালয়ে ঘূৰি ফুৰিব লগা হয়। সেয়েহে প্ৰশাসনে স্বচ্ছতা আৰু জবাবদিহিতা নিশ্চিত কৰাটো অতি প্ৰয়োজনীয়। xyxy=(4,96,151,127)
paragraph: চৰকাৰী সাহায্য গ্ৰহণৰ ক্ষেত্ৰত বহু সময়ত প্ৰকৃত হিতাধিকাৰীয়ে বঞ্চিত হোৱাৰ অভিযোগ উঠে। মধ্যভোগীৰ দৌৰাত্ম্য আৰু প্ৰয়োজনীয় নথি-পত্ৰৰ অভাৱত বহুতে সাহায্যৰ পৰা বঞ্চিত হয়। এই ক্ষেত্ৰত সজাগতা বৃদ্ধি কৰাটো অতি জৰুৰী। xyxy=(155,273,303,303)
headline[interactable]: ৰাজ্যৰ ৯৪২টা অনুষ্ঠানৰ xyxy=(155,33,303,50)
column-divider xyxy=(304,31,305,858)
paragraph: গণতন্ত্ৰত মত প্ৰকাশৰ স্বাধীনতা এক মৌলিক অধিকাৰ। কিন্তু সাম্প্ৰতিক সময়ত বিভিন্ন ক্ষেত্ৰত এই অধিকাৰ খৰ্ব কৰাৰ প্ৰচেষ্টা চলি থকা বুলি বহুতে অভিযোগ কৰিছে। সংবাদ মাধ্যমৰ স্বাধীনতা সুৰক্ষিত কৰাটো গণতন্ত্ৰৰ স্বাৰ্থত অতি প্ৰয়োজনীয়। xyxy=(307,676,455,706)
